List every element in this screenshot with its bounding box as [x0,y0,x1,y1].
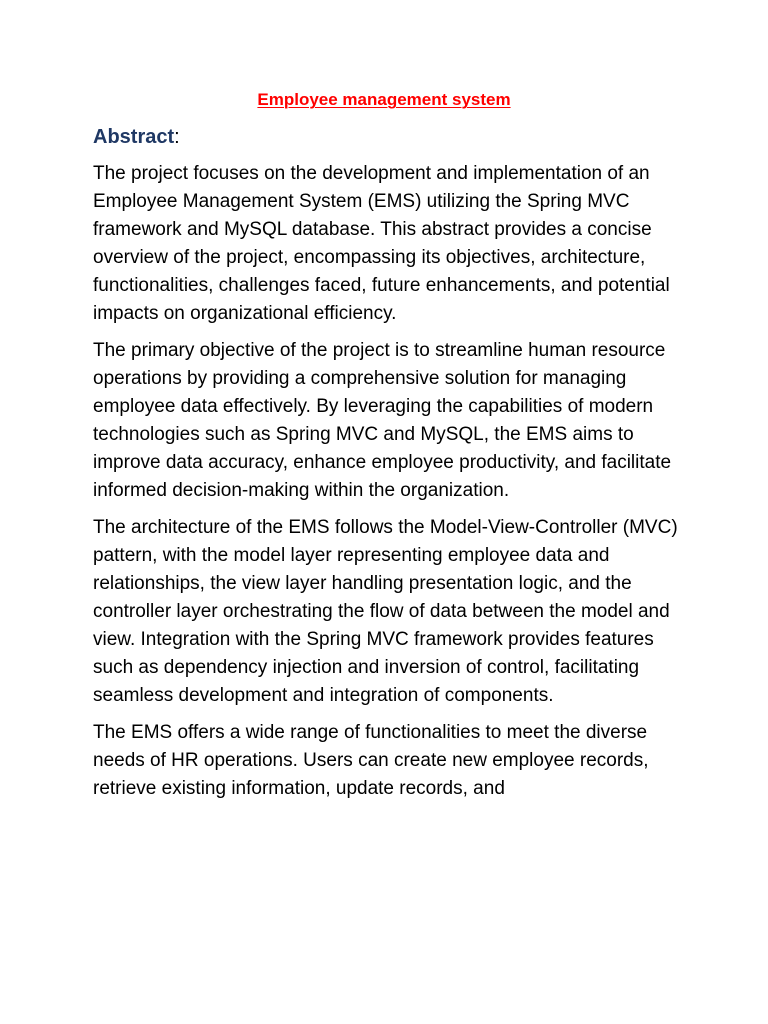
abstract-label: Abstract [93,126,175,148]
paragraph-architecture: The architecture of the EMS follows the Model-View-Controller (MVC) pattern, with the model layer representing employee data and relationships, the view layer handling presentation logic, and the controller layer orchestrating the flow of data between the model and view. Integration with the Spring MVC framework provides features such as dependency injection and inversion of control, facilitating seamless development and integration of components. [93,517,678,706]
abstract-colon: : [174,126,180,148]
abstract-body [93,160,683,812]
document-title: Employee management system [257,90,511,109]
paragraph-objectives: The project focuses on the development and implementation of an Employee Management System (EMS) utilizing the Spring MVC framework and MySQL database. This abstract provides a concise overview of the project, encompassing its objectives, architecture, functionalities, challenges faced, future enhancements, and potential impacts on organizational efficiency. [93,163,670,324]
abstract-heading [93,124,180,150]
paragraph-primary-objective: The primary objective of the project is to streamline human resource operations by providing a comprehensive solution for managing employee data effectively. By leveraging the capabilities of modern technologies such as Spring MVC and MySQL, the EMS aims to improve data accuracy, enhance employee productivity, and facilitate informed decision-making within the organization. [93,340,672,501]
paragraph-functionalities: The EMS offers a wide range of functionalities to meet the diverse needs of HR operations. Users can create new employee records, retrieve existing information, update records, and [93,722,649,799]
